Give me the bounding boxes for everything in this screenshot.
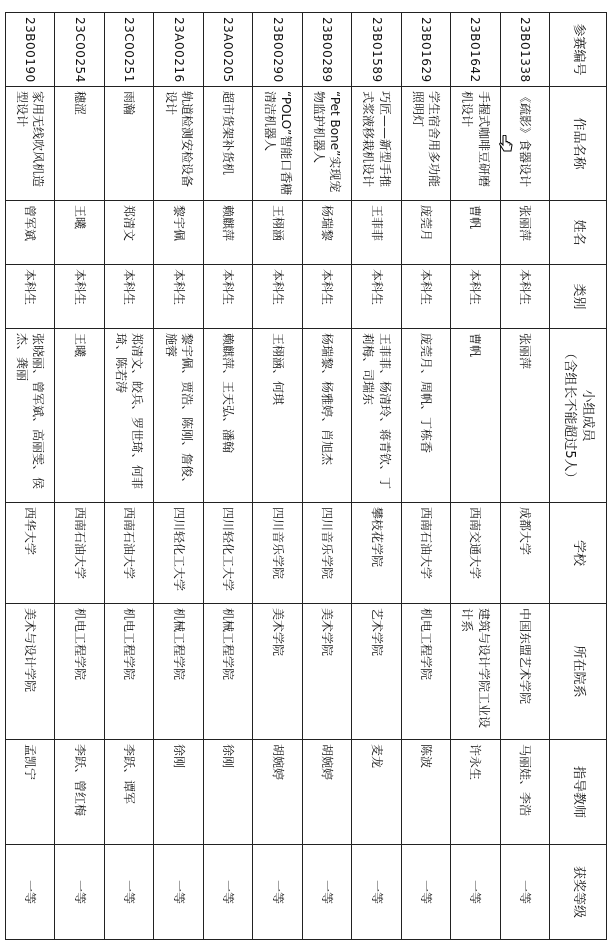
header-category: 类别 — [550, 265, 607, 329]
cell-members: 庞莞月、周帆、丁栋香 — [401, 329, 450, 503]
cell-work-name: 家用无线吹风机造型设计 — [6, 87, 55, 201]
cell-school: 四川轻化工大学 — [203, 503, 252, 604]
cell-members: 王曦 — [55, 329, 104, 503]
cell-entry-id: 23B00289 — [302, 13, 351, 87]
header-members-line1: 小组成员 — [579, 389, 595, 442]
cell-entry-id: 23B01338 — [500, 13, 549, 87]
header-members — [550, 329, 607, 503]
cell-category: 本科生 — [253, 265, 302, 329]
cell-entry-id: 23C00254 — [55, 13, 104, 87]
cell-department: 机械工程学院 — [154, 604, 203, 740]
cell-school: 西南石油大学 — [104, 503, 153, 604]
cell-name: 王栩涵 — [253, 201, 302, 265]
cell-name: 张丽萍 — [500, 201, 549, 265]
header-department: 所在院系 — [550, 604, 607, 740]
cell-school: 西华大学 — [6, 503, 55, 604]
cell-entry-id: 23A00216 — [154, 13, 203, 87]
header-members-line2: （含组长不能超过5人） — [562, 346, 577, 485]
cell-name: 王菲菲 — [352, 201, 401, 265]
cell-category: 本科生 — [6, 265, 55, 329]
cell-work-name: 超市货架补货机 — [203, 87, 252, 201]
header-row — [550, 13, 607, 940]
cell-entry-id: 23A00205 — [203, 13, 252, 87]
table-row — [104, 13, 153, 940]
cell-advisor: 李跃、曾红梅 — [55, 740, 104, 845]
award-table — [5, 12, 607, 940]
cell-award: 一等 — [401, 845, 450, 940]
cell-advisor: 孟凯宁 — [6, 740, 55, 845]
cell-award: 一等 — [500, 845, 549, 940]
cell-award: 一等 — [302, 845, 351, 940]
cell-members: 王栩涵、何琪 — [253, 329, 302, 503]
cell-department: 机电工程学院 — [104, 604, 153, 740]
cell-award: 一等 — [55, 845, 104, 940]
cell-members: 王菲菲、杨清玲、蒋青钦、丁莉梅、司瑞东 — [352, 329, 401, 503]
cell-entry-id: 23B01642 — [451, 13, 500, 87]
table-row — [154, 13, 203, 940]
cell-advisor: 胡婉婷 — [253, 740, 302, 845]
cell-advisor: 许永生 — [451, 740, 500, 845]
cell-work-name: “POLO”智能口香糖清洁机器人 — [253, 87, 302, 201]
cell-advisor: 麦龙 — [352, 740, 401, 845]
cell-entry-id: 23B01589 — [352, 13, 401, 87]
cell-work-name: 手握式咖啡豆研磨机设计 — [451, 87, 500, 201]
cell-advisor: 李跃、谭军 — [104, 740, 153, 845]
rotated-page — [5, 12, 607, 939]
cell-category: 本科生 — [154, 265, 203, 329]
cell-school: 西南石油大学 — [401, 503, 450, 604]
cell-work-name: 《疏影》食器设计 — [500, 87, 549, 201]
cell-department: 建筑与设计学院工业设计系 — [451, 604, 500, 740]
cell-school: 四川音乐学院 — [302, 503, 351, 604]
cell-work-name: 学生宿舍用多功能照明灯 — [401, 87, 450, 201]
cell-name: 杨瑞黎 — [302, 201, 351, 265]
cell-department: 机械工程学院 — [203, 604, 252, 740]
cell-members: 郑清文、皎兵、罗世琦、何菲琦、陈若涛 — [104, 329, 153, 503]
table-row — [55, 13, 104, 940]
cell-award: 一等 — [253, 845, 302, 940]
cell-department: 中国东盟艺术学院 — [500, 604, 549, 740]
cell-entry-id: 23C00251 — [104, 13, 153, 87]
cell-category: 本科生 — [104, 265, 153, 329]
table-row — [352, 13, 401, 940]
table-row — [302, 13, 351, 940]
header-work-name: 作品名称 — [550, 87, 607, 201]
table-row — [401, 13, 450, 940]
cell-school: 西南交通大学 — [451, 503, 500, 604]
cell-department: 艺术学院 — [352, 604, 401, 740]
cell-members: 曹帆 — [451, 329, 500, 503]
cell-advisor: 徐刚 — [203, 740, 252, 845]
cell-entry-id: 23B00190 — [6, 13, 55, 87]
cell-award: 一等 — [104, 845, 153, 940]
cell-work-name: 穗涩 — [55, 87, 104, 201]
header-school: 学校 — [550, 503, 607, 604]
cell-school: 西南石油大学 — [55, 503, 104, 604]
header-award: 获奖等级 — [550, 845, 607, 940]
cell-advisor: 陈波 — [401, 740, 450, 845]
cell-school: 成都大学 — [500, 503, 549, 604]
cell-name: 郑清文 — [104, 201, 153, 265]
cell-award: 一等 — [203, 845, 252, 940]
cell-department: 美术学院 — [253, 604, 302, 740]
cell-members: 张丽萍 — [500, 329, 549, 503]
cell-advisor: 胡婉婷 — [302, 740, 351, 845]
table-row — [203, 13, 252, 940]
cell-name: 庞莞月 — [401, 201, 450, 265]
cell-category: 本科生 — [500, 265, 549, 329]
cell-members: 黎宇佩、贾浩、陈刚、詹俊、施蓉 — [154, 329, 203, 503]
cell-department: 机电工程学院 — [401, 604, 450, 740]
cell-entry-id: 23B00290 — [253, 13, 302, 87]
table-row — [500, 13, 549, 940]
cell-name: 赖麒萍 — [203, 201, 252, 265]
cell-category: 本科生 — [203, 265, 252, 329]
cell-school: 四川音乐学院 — [253, 503, 302, 604]
cell-members: 赖麒萍、王天弘、潘翰 — [203, 329, 252, 503]
cell-name: 曹帆 — [451, 201, 500, 265]
table-row — [451, 13, 500, 940]
cell-name: 黎宇佩 — [154, 201, 203, 265]
cell-award: 一等 — [154, 845, 203, 940]
cell-work-name: “Pet Bone”实现宠物监护机器人 — [302, 87, 351, 201]
cell-entry-id: 23B01629 — [401, 13, 450, 87]
cell-work-name: 雨瀚 — [104, 87, 153, 201]
cell-category: 本科生 — [302, 265, 351, 329]
cell-members: 张晓丽、曾军斌、高丽雯、侯杰、龚丽 — [6, 329, 55, 503]
table-body — [6, 13, 550, 940]
cell-school: 攀枝花学院 — [352, 503, 401, 604]
cell-category: 本科生 — [401, 265, 450, 329]
cell-category: 本科生 — [451, 265, 500, 329]
cell-work-name: 巧匠——新型手推式浆液移栽机设计 — [352, 87, 401, 201]
header-advisor: 指导教师 — [550, 740, 607, 845]
cell-award: 一等 — [6, 845, 55, 940]
cell-department: 机电工程学院 — [55, 604, 104, 740]
cell-name: 王曦 — [55, 201, 104, 265]
table-row — [253, 13, 302, 940]
cell-members: 杨瑞黎、杨雅婷、肖旭杰 — [302, 329, 351, 503]
cell-award: 一等 — [451, 845, 500, 940]
cell-department: 美术与设计学院 — [6, 604, 55, 740]
cell-work-name: 轨道检测安检设备设计 — [154, 87, 203, 201]
cell-category: 本科生 — [352, 265, 401, 329]
table-row — [6, 13, 55, 940]
cell-advisor: 马丽娃、李浩 — [500, 740, 549, 845]
cell-school: 四川轻化工大学 — [154, 503, 203, 604]
cell-name: 曾军斌 — [6, 201, 55, 265]
header-name: 姓名 — [550, 201, 607, 265]
cell-department: 美术学院 — [302, 604, 351, 740]
header-entry-id: 参赛编号 — [550, 13, 607, 87]
cell-advisor: 徐刚 — [154, 740, 203, 845]
cell-award: 一等 — [352, 845, 401, 940]
cell-category: 本科生 — [55, 265, 104, 329]
